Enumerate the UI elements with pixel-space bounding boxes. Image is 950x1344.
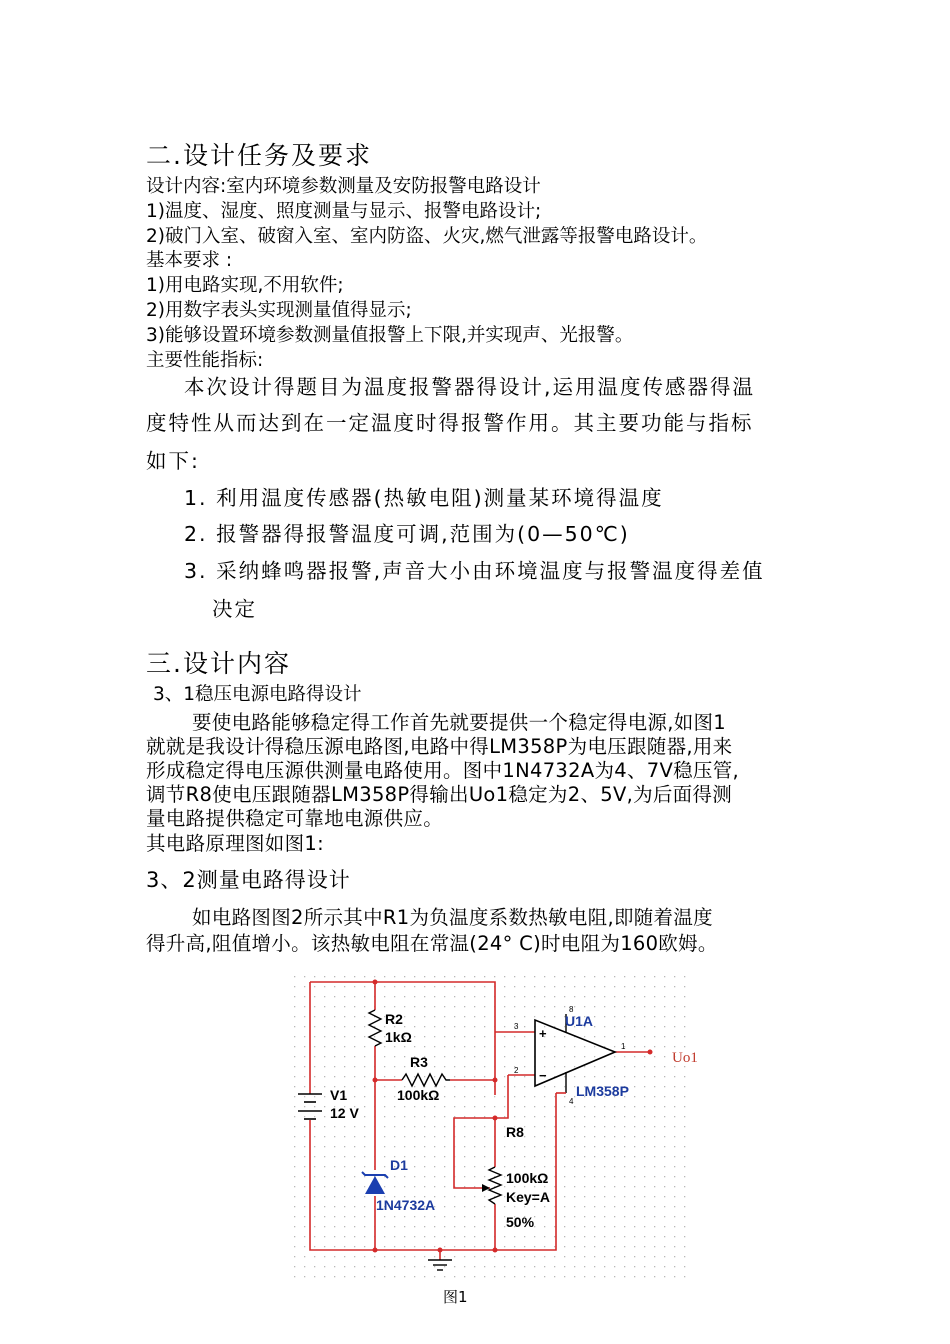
text-line: 主要性能指标: <box>146 350 264 371</box>
circuit-schematic <box>290 972 698 1280</box>
body-line: 得升高,阻值增小。该热敏电阻在常温(24° C)时电阻为160欧姆。 <box>146 932 718 955</box>
section-heading-2: 二.设计任务及要求 <box>146 141 372 170</box>
intro-line: 如下: <box>146 449 200 473</box>
r3-value: 100kΩ <box>397 1087 440 1103</box>
text-line: 2)用数字表头实现测量值得显示; <box>146 300 412 321</box>
figure-caption: 图1 <box>443 1288 468 1306</box>
d1-name: D1 <box>390 1157 408 1173</box>
text-line: 3)能够设置环境参数测量值报警上下限,并实现声、光报警。 <box>146 325 634 346</box>
r8-percent: 50% <box>506 1214 535 1230</box>
inverting-sign: − <box>539 1068 547 1083</box>
body-line: 量电路提供稳定可靠地电源供应。 <box>146 807 444 830</box>
feature-item: 1. 利用温度传感器(热敏电阻)测量某环境得温度 <box>184 486 664 510</box>
feature-item: 2. 报警器得报警温度可调,范围为(0—50℃) <box>184 522 630 546</box>
pin-label: 2 <box>514 1066 519 1075</box>
pin-label: 3 <box>514 1022 519 1031</box>
v1-name: V1 <box>330 1087 348 1103</box>
u1-name: U1A <box>565 1013 594 1029</box>
intro-line: 本次设计得题目为温度报警器得设计,运用温度传感器得温 <box>184 375 756 399</box>
intro-line: 度特性从而达到在一定温度时得报警作用。其主要功能与指标 <box>146 411 754 435</box>
subsection-title: 3、2测量电路得设计 <box>146 868 351 892</box>
output-label-uo1: Uo1 <box>672 1050 698 1066</box>
pin-label: 8 <box>569 1005 574 1014</box>
v1-value: 12 V <box>330 1105 359 1121</box>
u1-part: LM358P <box>576 1083 629 1099</box>
body-line: 其电路原理图如图1: <box>146 832 324 855</box>
noninverting-sign: + <box>539 1026 547 1041</box>
body-line: 要使电路能够稳定得工作首先就要提供一个稳定得电源,如图1 <box>192 711 727 734</box>
r8-value: 100kΩ <box>506 1170 549 1186</box>
r2-name: R2 <box>385 1011 403 1027</box>
text-line: 基本要求 : <box>146 250 233 271</box>
body-line: 如电路图图2所示其中R1为负温度系数热敏电阻,即随着温度 <box>192 906 713 929</box>
r2-value: 1kΩ <box>385 1029 412 1045</box>
feature-item-cont: 决定 <box>212 597 257 621</box>
pin-label: 1 <box>621 1042 626 1051</box>
body-line: 形成稳定得电压源供测量电路使用。图中1N4732A为4、7V稳压管, <box>146 759 740 782</box>
r8-name: R8 <box>506 1124 524 1140</box>
grid-background <box>290 972 690 1280</box>
text-line: 2)破门入室、破窗入室、室内防盗、火灾,燃气泄露等报警电路设计。 <box>146 226 708 247</box>
pin-label: 4 <box>569 1097 574 1106</box>
subsection-title: 3、1稳压电源电路得设计 <box>153 684 362 705</box>
body-line: 就就是我设计得稳压源电路图,电路中得LM358P为电压跟随器,用来 <box>146 735 733 758</box>
text-line: 1)用电路实现,不用软件; <box>146 275 344 296</box>
feature-item: 3. 采纳蜂鸣器报警,声音大小由环境温度与报警温度得差值 <box>184 559 765 583</box>
r8-key: Key=A <box>506 1189 550 1205</box>
text-line: 设计内容:室内环境参数测量及安防报警电路设计 <box>146 176 541 197</box>
r3-name: R3 <box>410 1054 428 1070</box>
section-heading-3: 三.设计内容 <box>146 649 291 678</box>
body-line: 调节R8使电压跟随器LM358P得输出Uo1稳定为2、5V,为后面得测 <box>146 783 733 806</box>
text-line: 1)温度、湿度、照度测量与显示、报警电路设计; <box>146 201 542 222</box>
d1-part: 1N4732A <box>376 1197 436 1213</box>
